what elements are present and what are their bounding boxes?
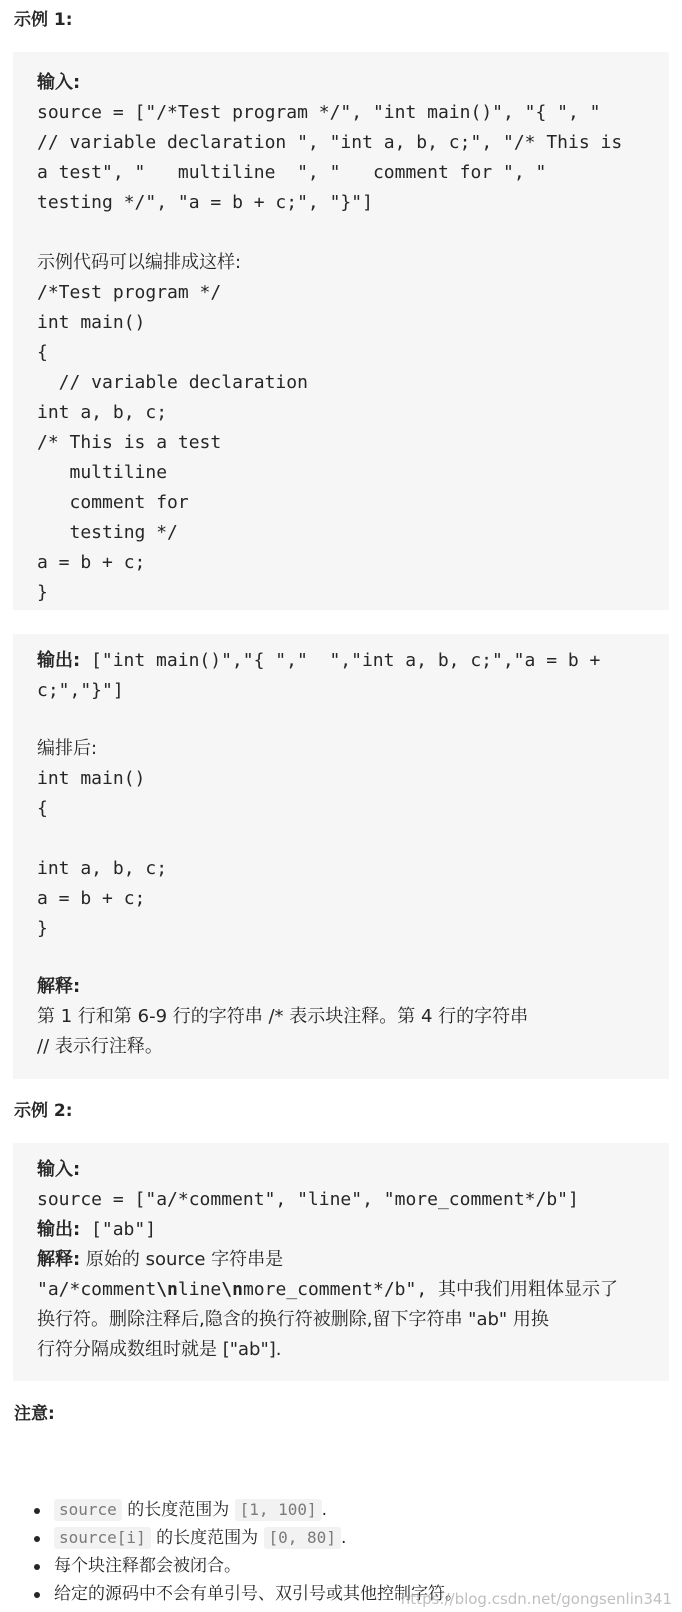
input-label: 输入: [37,72,81,93]
code-line: // variable declaration [37,372,308,393]
after-line: { [37,798,48,819]
example1-heading: 示例 1: [14,10,73,30]
after-line: a = b + c; [37,888,146,909]
output-label: 输出: [37,650,81,671]
note-item: source 的长度范围为 [1, 100] . [54,1496,672,1524]
input-line: testing */", "a = b + c;", "}"] [37,192,373,213]
explain-line: 换行符。删除注释后,隐含的换行符被删除,留下字符串 "ab" 用换 [37,1309,549,1330]
explain-label: 解释: [37,1249,81,1270]
explain-fragment: line [177,1279,222,1300]
code-line: /* This is a test [37,432,222,453]
code-line: multiline [37,462,168,483]
explain-fragment: "a/*comment [37,1279,157,1300]
explain-line: 第 1 行和第 6-9 行的字符串 /* 表示块注释。第 4 行的字符串 [37,1006,529,1027]
newline-bold: \n [221,1279,243,1300]
inline-code: source[i] [54,1527,151,1549]
example1-output-box [13,634,669,1079]
after-caption: 编排后: [37,738,98,759]
code-line: /*Test program */ [37,282,222,303]
code-line: testing */ [37,522,178,543]
after-line: int main() [37,768,146,789]
code-line: int main() [37,312,146,333]
example1-input-box [13,52,669,610]
notes-heading: 注意: [14,1404,55,1424]
output-line: c;","}"] [37,680,124,701]
output-label: 输出: [37,1219,81,1240]
input-line: a test", " multiline ", " comment for ", " [37,162,547,183]
inline-code: [1, 100] [235,1499,322,1521]
after-line: int a, b, c; [37,858,168,879]
code-line: a = b + c; [37,552,146,573]
note-item: source[i] 的长度范围为 [0, 80] . [54,1524,672,1552]
newline-bold: \n [156,1279,178,1300]
input-line: source = ["a/*comment", "line", "more_comment*/b"] [37,1189,579,1210]
code-line: { [37,342,48,363]
code-line: comment for [37,492,189,513]
code-line: } [37,582,48,603]
explain-label: 解释: [37,976,81,997]
explain-fragment: more_comment*/b", 其中我们用粗体显示了 [242,1279,619,1300]
example2-box [13,1143,669,1381]
watermark: https://blog.csdn.net/gongsenlin341 [400,1590,672,1608]
explain-line [37,1275,657,1305]
input-line: source = ["/*Test program */", "int main()", "{ ", " [37,102,601,123]
after-line: } [37,918,48,939]
input-label: 输入: [37,1159,81,1180]
explain-line: 行符分隔成数组时就是 ["ab"]. [37,1339,282,1360]
inline-code: source [54,1499,122,1521]
output-value: ["ab"] [80,1219,157,1240]
output-value: ["int main()","{ "," ","int a, b, c;","a = b + [80,650,601,671]
input-line: // variable declaration ", "int a, b, c;", "/* This is [37,132,623,153]
explain-text: 原始的 source 字符串是 [80,1249,284,1270]
example2-heading: 示例 2: [14,1101,73,1121]
explain-line: // 表示行注释。 [37,1036,163,1057]
after-line [37,824,657,854]
note-item: 每个块注释都会被闭合。 [54,1552,672,1580]
code-line: int a, b, c; [37,402,168,423]
inline-code: [0, 80] [264,1527,341,1549]
note-item: 给定的源码中不会有单引号、双引号或其他控制字符。 [54,1580,672,1608]
layout-caption: 示例代码可以编排成这样: [37,252,242,273]
